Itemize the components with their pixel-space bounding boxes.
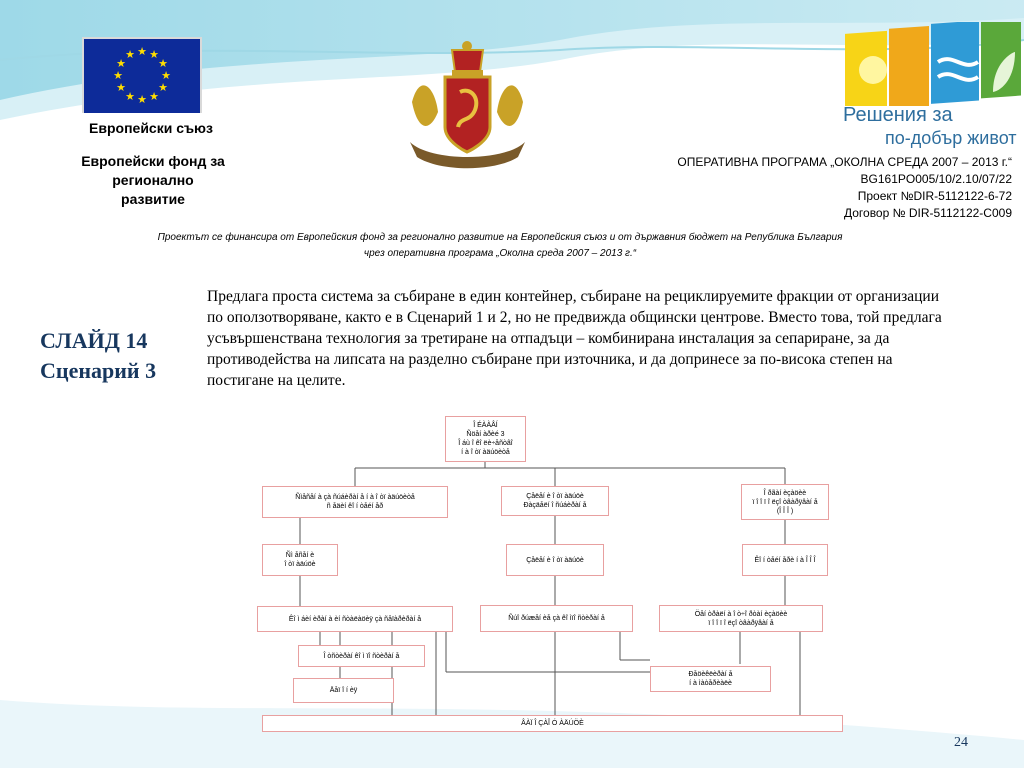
flow-node-composting: Î òñòèðàí êî ì ïî ñòèðàí å [298,645,425,667]
svg-text:★: ★ [125,90,135,103]
flow-node-green-waste: Çåëåí è î òï àäúöè [506,544,604,576]
eu-title: Европейски съюз [89,120,213,136]
slide-title [40,326,156,386]
svg-text:★: ★ [116,81,126,94]
programme-line: BG161PO005/10/2.10/07/22 [860,172,1012,186]
svg-text:★: ★ [158,57,168,70]
flow-node-combined-separation-plant: Êî ì áèí èðàí à èí ñòàëàöèÿ çà ñåïàðèðàí å [257,606,453,632]
page-number: 24 [954,735,968,750]
coat-of-arms-icon [400,32,535,177]
flow-node-mixed-collection: Ñìåñåí à çà ñúáèðàí å í à î òï àäúöèòå ñ åäèí êî í òåéí åð [262,486,448,518]
svg-text:★: ★ [137,93,147,106]
flow-node-composting-facility: Ñúî ðúæåí èå çà êî ìïî ñòèðàí å [480,605,633,632]
flow-node-landfill: Äåï î í èÿ [293,678,394,703]
svg-text:★: ★ [113,69,123,82]
programme-line: Договор № DIR-5112122-C009 [843,206,1012,220]
svg-text:★: ★ [161,69,171,82]
flow-node-green-waste-separate: Çåëåí è î òï àäúöè Ðàçäåëí î ñúáèðàí å [501,486,609,516]
programme-info [677,154,1012,222]
programme-line: Проект №DIR-5112122-6-72 [857,189,1012,203]
flow-node-mixed-waste: Ñì åñåí è î òï àäúöè [262,544,338,576]
flow-node-recovery-organisations: Î ðãàí èçàöèè ï î î ï î ëçî òâàðÿâàí å (Î Î Î ) [741,484,829,520]
svg-text:★: ★ [116,57,126,70]
funding-note: Проектът се финансира от Европейския фонд за регионално развитие на Европейския съюз и от държавния бюджет на Република България чрез оперативна програма „Околна среда 2007 – 2013 г.“ [157,232,843,259]
flow-node-recovery-containers: Êî í òåéí åðè í à Î Î Î [742,544,828,576]
logo-slogan-line1: Решения за [843,104,953,126]
slide-title-line2: Сценарий 3 [40,358,157,383]
svg-text:★: ★ [137,45,147,58]
svg-text:★: ★ [149,48,159,61]
flow-node-recycling: Ðåöèêëèðàí å í à ìàòåðèàëè [650,666,771,692]
logo-slogan-line2: по-добър живот [885,128,1017,148]
eu-flag-icon [82,37,202,115]
svg-text:★: ★ [125,48,135,61]
flow-node-top: Î ÉÀÀÂÍ Ñöåí àðèé 3 Î áù î êî ëè÷åñòâî í à î òï àäúöèòå [445,416,526,462]
eu-fund-label: Европейски фонд за регионално развитие [81,153,225,207]
flow-node-bottom: ÂÀÏ Î ÇÀÎ Ó ÀÄÚÖÈ [262,715,843,732]
flow-node-central-sorting: Öåí òðàëí à î ò÷î ðòàí èçàöèè ï î î ï î ëçî òâàðÿâàí å [659,605,823,632]
scenario-description: Предлага проста система за събиране в един контейнер, събиране на рециклируемите фракции от организации по оползотворяване, както е в Сценарий 1 и 2, но не предвижда общински центрове. Вместо това, той предлага усъвършенствана технология за третиране на отпадъци – комбинирана инсталация за сепариране, за да противодейства на липсата на разделно събиране при източника, и да допринесе за по-висока степен на постигане на целите. [207,288,942,389]
svg-text:★: ★ [158,81,168,94]
slide-title-line1: СЛАЙД 14 [40,328,148,353]
svg-text:★: ★ [149,90,159,103]
programme-line: ОПЕРАТИВНА ПРОГРАМА „ОКОЛНА СРЕДА 2007 – 2013 г.“ [677,155,1012,169]
